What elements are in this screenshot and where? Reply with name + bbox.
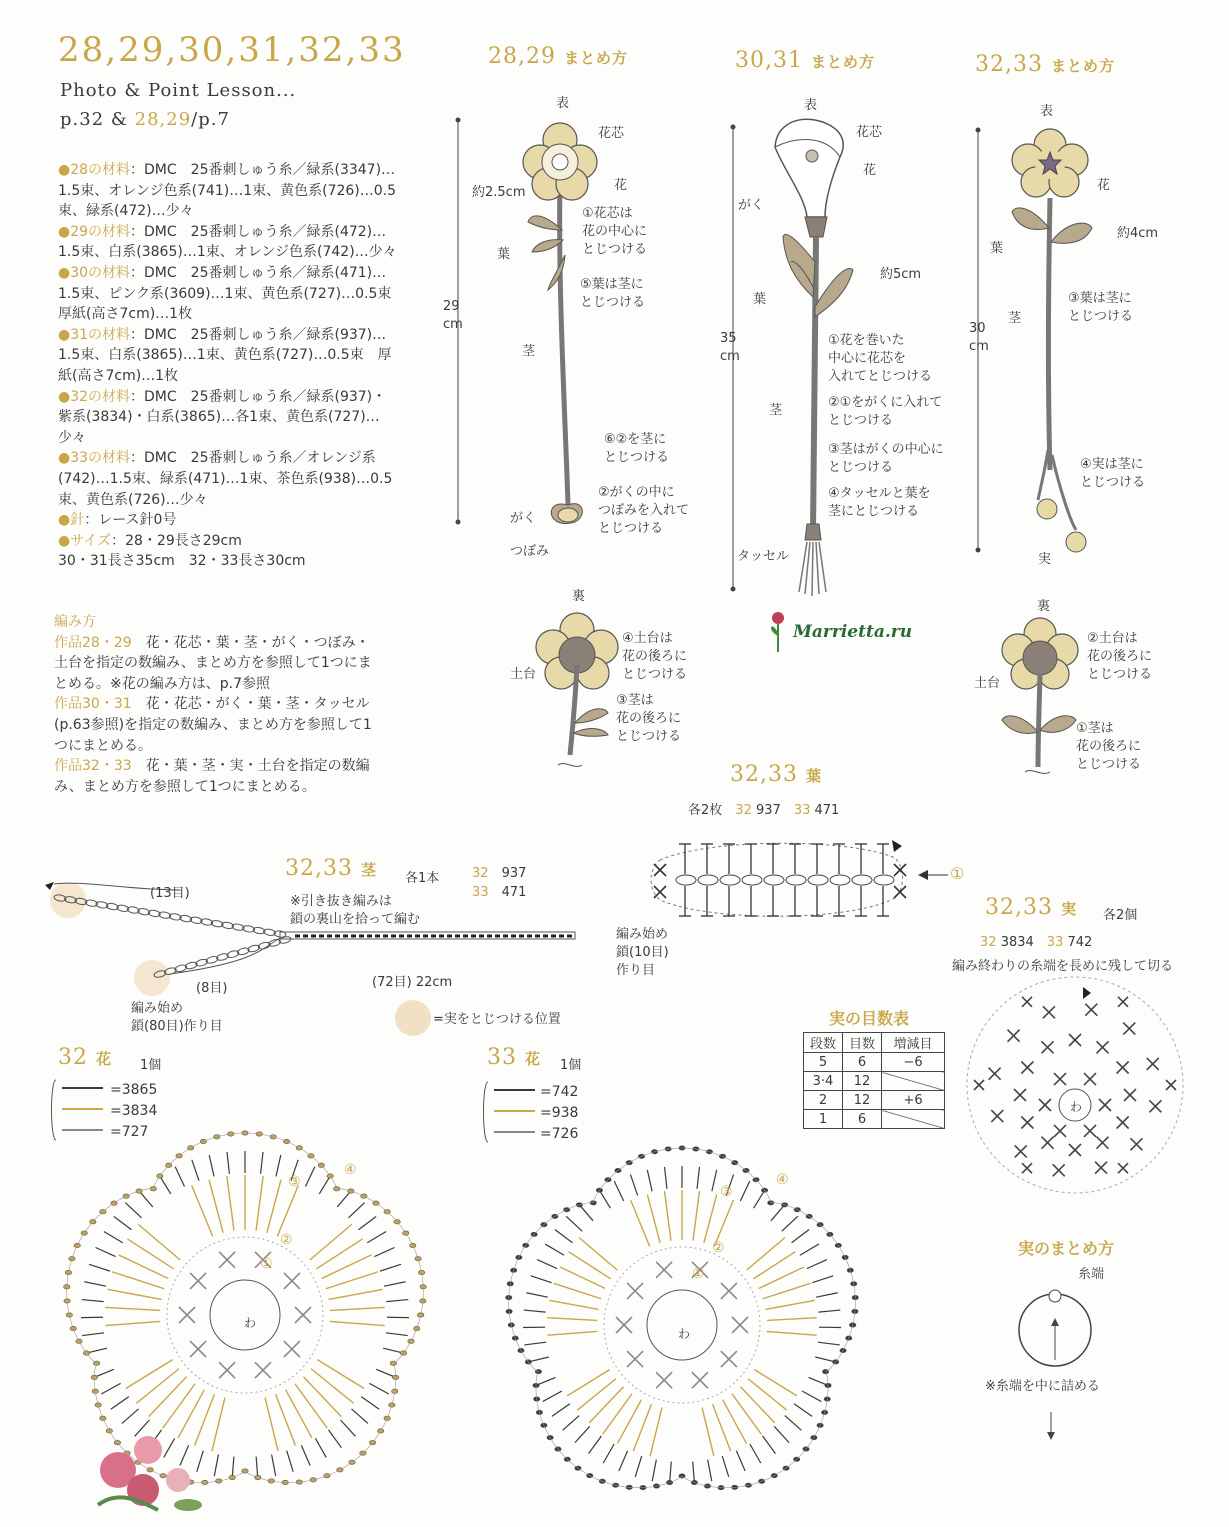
step-2829-1: ①花芯は 花の中心に とじつける <box>582 206 648 257</box>
label-dodai-3233: 土台 <box>974 676 1001 691</box>
fruit-center: わ <box>1070 1100 1083 1114</box>
flower32-round-4: ④ <box>344 1162 357 1178</box>
assembly-2829-title: 28,29 まとめ方 <box>488 44 628 69</box>
assembly-2829-diagram <box>440 110 740 580</box>
flower32-round-3: ③ <box>288 1174 301 1190</box>
fruit-symbols <box>974 997 1176 1177</box>
table-row: 5 6 −6 <box>804 1053 945 1072</box>
stem-start: 編み始め 鎖(80目)作り目 <box>131 1001 223 1034</box>
back-view-2829 <box>520 605 630 775</box>
assembly-3233-title: 32,33 まとめ方 <box>975 52 1115 77</box>
flower32-center: わ <box>244 1316 257 1330</box>
legend-item: =727 <box>110 1124 149 1140</box>
length-2829: 29 cm <box>443 299 463 332</box>
step-3031-3: ③茎はがくの中心に とじつける <box>828 442 944 475</box>
flower32-title: 32 花 <box>58 1045 113 1070</box>
label-ha-3031: 葉 <box>753 292 767 307</box>
stem-chart <box>40 870 600 1020</box>
legend-item: =726 <box>540 1126 579 1142</box>
front-label-2829: 表 <box>556 96 570 111</box>
step-3031-4: ④タッセルと葉を 茎にとじつける <box>828 486 931 519</box>
leaf-symbols <box>654 844 906 916</box>
table-row: 2 12 +6 <box>804 1091 945 1110</box>
step-2829-2: ②がくの中に つぼみを入れて とじつける <box>598 485 690 536</box>
fruit-table-title: 実の目数表 <box>829 1009 910 1028</box>
crochet-symbols <box>506 1146 859 1490</box>
step-3031-2: ②①をがくに入れて とじつける <box>828 395 943 428</box>
flower32-count: 1個 <box>140 1058 162 1073</box>
flower33-chart <box>472 1110 892 1520</box>
attach-position-marker <box>395 1000 431 1036</box>
label-kuki-3031: 茎 <box>769 403 783 418</box>
stem-colors: 32 937 33 471 <box>472 866 527 900</box>
decorative-rose-icon <box>88 1410 208 1520</box>
stem-chain <box>54 894 292 978</box>
step-2829-5: ⑤葉は茎に とじつける <box>580 277 646 310</box>
step-3233-2: ②土台は 花の後ろに とじつける <box>1087 631 1153 682</box>
label-kashin-3031: 花芯 <box>856 125 883 140</box>
stem-r8: (8目) <box>196 981 228 996</box>
flower33-round-3: ③ <box>720 1184 733 1200</box>
flower32-round-2: ② <box>280 1232 293 1248</box>
flower-logo-icon <box>768 610 788 654</box>
table-header-row <box>804 1033 945 1053</box>
stem-legend: =実をとじつける位置 <box>433 1012 561 1027</box>
label-kashin-2829: 花芯 <box>598 126 625 141</box>
step-3031-1: ①花を巻いた 中心に花芯を 入れてとじつける <box>828 333 933 384</box>
label-size-2829: 約2.5cm <box>472 185 526 200</box>
watermark: Marrietta.ru <box>768 610 912 654</box>
flower33-count: 1個 <box>560 1058 582 1073</box>
legend-item: =938 <box>540 1105 579 1121</box>
stem-note: ※引き抜き編みは 鎖の裏山を拾って編む <box>290 894 421 927</box>
flower33-title: 33 花 <box>487 1045 542 1070</box>
label-gaku-2829: がく <box>510 511 537 526</box>
method-section <box>54 612 372 797</box>
fruit-assembly-note: ※糸端を中に詰める <box>985 1379 1100 1394</box>
table-row: 3·4 12 <box>804 1072 945 1091</box>
pageref-suffix: /p.7 <box>191 109 230 130</box>
table-row: 1 6 <box>804 1110 945 1129</box>
legend-item: =3865 <box>110 1082 158 1098</box>
fruit-assembly-diagram <box>1005 1262 1105 1442</box>
length-3233: 30 cm <box>969 321 989 354</box>
fruit-assembly-title: 実のまとめ方 <box>1018 1239 1115 1258</box>
table-header-cell: 段数 <box>804 1033 843 1053</box>
page-title: 28,29,30,31,32,33 <box>58 30 406 70</box>
label-ha-3233: 葉 <box>990 241 1004 256</box>
page-subtitle: Photo & Point Lesson... <box>60 80 297 101</box>
flower33-round-1: ① <box>692 1266 705 1282</box>
material-32: ●32の材料：DMC 25番刺しゅう糸／緑系(937)・紫系(3834)・白系(3865)…各1束、黄色系(727)…少々 <box>58 388 387 446</box>
material-30: ●30の材料：DMC 25番刺しゅう糸／緑系(471)…1.5束、ピンク系(3609)…1束、黄色系(727)…0.5束 厚紙(高さ7cm)…1枚 <box>58 264 406 323</box>
material-size-2: 30・31長さ35cm 32・33長さ30cm <box>58 553 306 570</box>
step-3233-1: ①茎は 花の後ろに とじつける <box>1076 721 1142 772</box>
table-header-cell: 目数 <box>843 1033 882 1053</box>
material-28: ●28の材料：DMC 25番刺しゅう糸／緑系(3347)…1.5束、オレンジ色系(741)…1束、黄色系(726)…0.5束、緑系(472)…少々 <box>58 162 397 220</box>
fruit-count: 各2個 <box>1103 908 1138 923</box>
fruit-thread-end: 糸端 <box>1078 1267 1105 1282</box>
front-label-3233: 表 <box>1040 104 1054 119</box>
stem-title: 32,33 茎 <box>285 856 377 881</box>
material-29: ●29の材料：DMC 25番刺しゅう糸／緑系(472)…1.5束、白系(3865)…1束、オレンジ色系(742)…少々 <box>58 223 397 261</box>
material-31: ●31の材料：DMC 25番刺しゅう糸／緑系(937)…1.5束、白系(3865)…1束、黄色系(727)…0.5束 厚紙(高さ7cm)…1枚 <box>58 326 392 384</box>
pageref-link[interactable]: 28,29 <box>134 109 192 130</box>
stem-count: 各1本 <box>405 871 440 886</box>
page-reference <box>60 109 230 130</box>
step-3233-3: ③葉は茎に とじつける <box>1068 291 1134 324</box>
step-2829-3: ③茎は 花の後ろに とじつける <box>616 693 682 744</box>
material-needle: ●針：レース針0号 <box>58 512 177 529</box>
method-2829: 作品28・29 花・花芯・葉・茎・がく・つぼみ・土台を指定の数編み、まとめ方を参照して1つにまとめる。※花の編み方は、p.7参照 <box>54 634 372 692</box>
label-dodai-2829: 土台 <box>510 667 537 682</box>
back-label-3233: 裏 <box>1037 599 1051 614</box>
step-2829-4: ④土台は 花の後ろに とじつける <box>622 631 688 682</box>
label-gaku-3031: がく <box>738 198 765 213</box>
leaf-marker: ① <box>950 864 965 883</box>
label-mi-3233: 実 <box>1038 552 1052 567</box>
label-hana-3031: 花 <box>863 163 877 178</box>
material-size: ●サイズ：28・29長さ29cm <box>58 532 242 549</box>
flower33-round-4: ④ <box>776 1172 789 1188</box>
legend-item: =3834 <box>110 1103 158 1119</box>
method-heading: 編み方 <box>54 614 96 630</box>
fruit-note: 編み終わりの糸端を長めに残して切る <box>952 959 1174 974</box>
label-hana-2829: 花 <box>614 178 628 193</box>
label-kuki-3233: 茎 <box>1008 311 1022 326</box>
back-view-3233 <box>990 612 1090 777</box>
pageref-prefix: p.32 & <box>60 109 135 130</box>
label-kuki-2829: 茎 <box>522 344 536 359</box>
label-tassel-3031: タッセル <box>737 549 790 564</box>
label-ha-2829: 葉 <box>497 247 511 262</box>
material-33: ●33の材料：DMC 25番刺しゅう糸／オレンジ系(742)…1.5束、緑系(471)…1束、茶色系(938)…0.5束、黄色系(726)…少々 <box>58 450 393 508</box>
leaf-start: 編み始め 鎖(10目) 作り目 <box>616 927 669 978</box>
flower32-round-1: ① <box>260 1256 273 1272</box>
label-tsubomi-2829: つぼみ <box>510 544 550 559</box>
table-header-cell: 増減目 <box>882 1033 945 1053</box>
materials-list <box>58 160 406 572</box>
legend-item: =742 <box>540 1084 579 1100</box>
fruit-colors: 32 3834 33 742 <box>980 935 1093 950</box>
label-size-3031: 約5cm <box>880 267 922 282</box>
method-3031: 作品30・31 花・花芯・がく・葉・茎・タッセル(p.63参照)を指定の数編み、まとめ方を参照して1つにまとめる。 <box>54 696 372 754</box>
label-hana-3233: 花 <box>1097 178 1111 193</box>
stem-r72: (72目) 22cm <box>372 975 453 990</box>
fruit-title: 32,33 実 <box>985 895 1077 920</box>
leaf-title: 32,33 葉 <box>730 762 822 787</box>
label-size-3233: 約4cm <box>1117 226 1159 241</box>
step-2829-6: ⑥②を茎に とじつける <box>604 432 670 465</box>
leaf-chart <box>630 830 990 950</box>
length-3031: 35 cm <box>720 331 740 364</box>
fruit-chart <box>965 975 1195 1205</box>
stem-r13: (13目) <box>150 886 190 901</box>
front-label-3031: 表 <box>804 98 818 113</box>
step-3233-4: ④実は茎に とじつける <box>1080 457 1146 490</box>
flower33-round-2: ② <box>712 1240 725 1256</box>
back-label-2829: 裏 <box>572 589 586 604</box>
assembly-3031-title: 30,31 まとめ方 <box>735 48 875 73</box>
method-3233: 作品32・33 花・葉・茎・実・土台を指定の数編み、まとめ方を参照して1つにまとめる。 <box>54 758 370 795</box>
leaf-count: 各2枚 32 937 33 471 <box>688 803 840 818</box>
flower33-center: わ <box>678 1327 691 1341</box>
